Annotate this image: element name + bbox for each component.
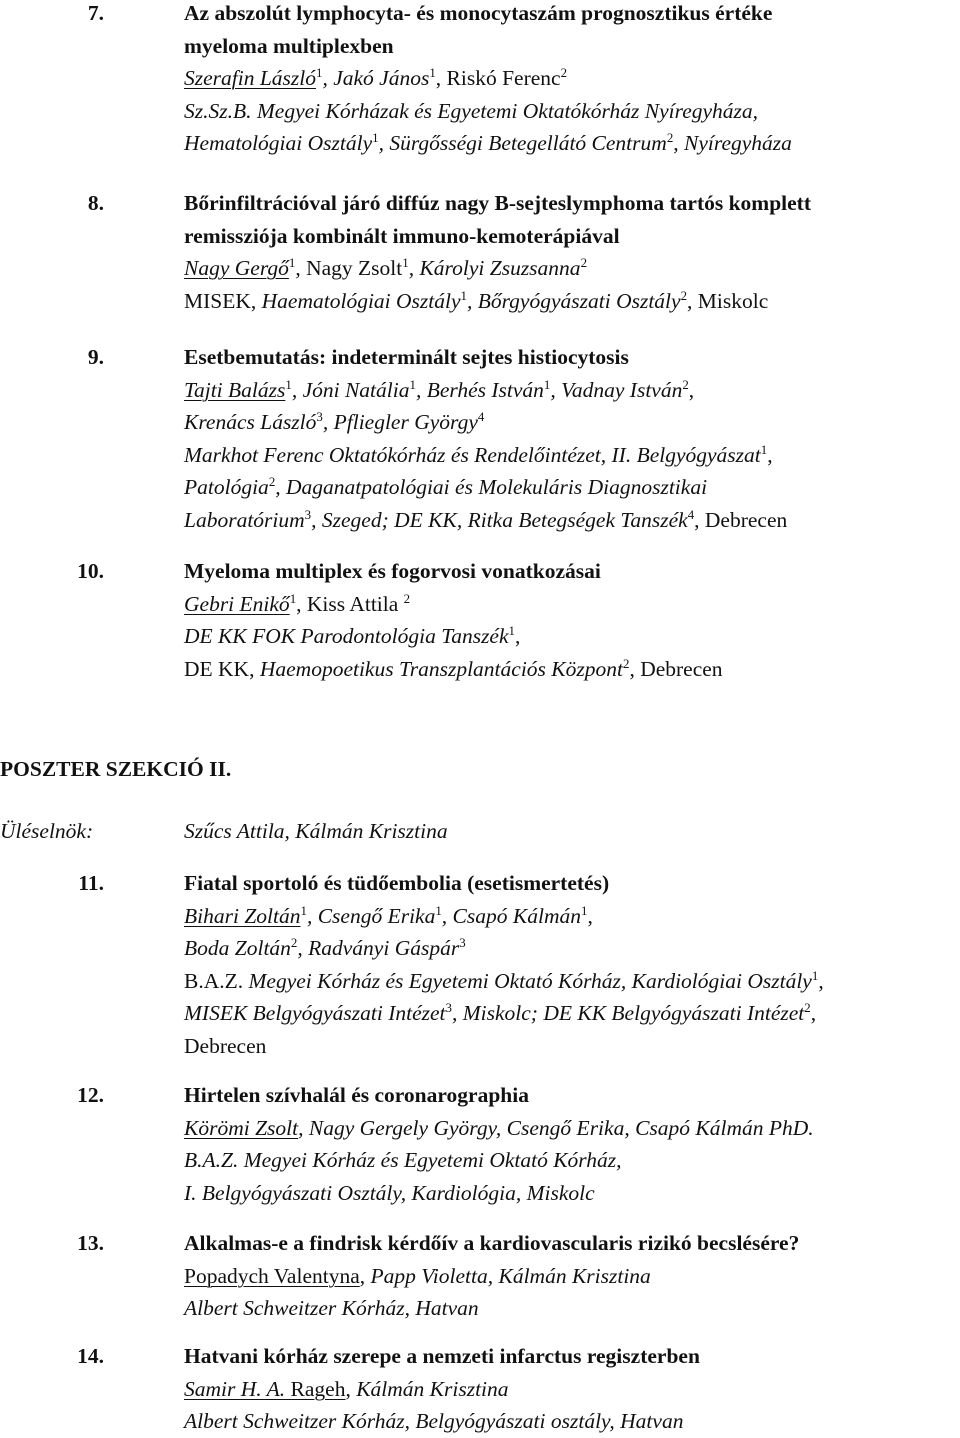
entry-text-line: [184, 653, 960, 686]
text-run: , Radványi Gáspár: [297, 936, 460, 960]
entry-text-line: [184, 620, 960, 653]
entry-text-line: [184, 127, 960, 160]
presenting-author: Nagy Gergő: [184, 256, 289, 280]
text-run: Patológia: [184, 475, 269, 499]
affiliation-superscript: 3: [316, 410, 323, 425]
text-run: , Riskó Ferenc: [435, 66, 561, 90]
entry-number: 9.: [87, 345, 104, 369]
text-run: B.A.Z.: [184, 968, 249, 993]
entry-text-line: [184, 1144, 960, 1177]
affiliation-superscript: 1: [289, 591, 297, 606]
affiliation-superscript: 1: [285, 377, 292, 392]
entry-text-line: [184, 1260, 960, 1293]
entry-title-line: [184, 341, 960, 374]
affiliation-superscript: 1: [409, 377, 416, 392]
entry-text-line: [184, 252, 960, 285]
entry-number: 10.: [77, 559, 104, 583]
text-run: MISEK Belgyógyászati Intézet: [184, 1001, 446, 1025]
affiliation-superscript: 1: [402, 256, 409, 271]
entry-title: Hatvani kórház szerepe a nemzeti infarctus regiszterben: [184, 1344, 700, 1368]
entry-title-line: [184, 867, 960, 900]
affiliation-superscript: 2: [804, 1001, 811, 1016]
text-run: , Kiss Attila: [296, 591, 404, 616]
section-title: POSZTER SZEKCIÓ II.: [0, 757, 232, 781]
affiliation-superscript: 3: [459, 936, 466, 951]
text-run: Haemopoetikus Transzplantációs Központ: [259, 656, 623, 681]
entry-body: [184, 867, 960, 1062]
text-run: , Jóni Natália: [291, 377, 410, 402]
text-run: , Vadnay István: [550, 377, 683, 402]
entry-title-line: [184, 220, 960, 253]
entry-body: [184, 555, 960, 685]
text-run: Albert Schweitzer Kórház, Belgyógyászati osztály, Hatvan: [184, 1409, 684, 1433]
presenting-author: Tajti Balázs: [184, 377, 286, 402]
text-run: , Daganatpatológiai és Molekuláris Diagnosztikai: [275, 475, 708, 499]
affiliation-superscript: 4: [687, 507, 695, 522]
entry-title-line: [184, 0, 960, 30]
text-run: Papp Violetta, Kálmán Krisztina: [370, 1263, 651, 1288]
entry-body: [184, 1079, 960, 1209]
entry-title-line: [184, 1340, 960, 1373]
affiliation-superscript: 2: [290, 936, 298, 951]
text-run: Markhot Ferenc Oktatókórház és Rendelőintézet, II. Belgyógyászat: [184, 442, 761, 467]
text-run: , Bőrgyógyászati Osztály: [466, 288, 681, 313]
text-run: , Berhés István: [415, 377, 544, 402]
affiliation-superscript: 3: [445, 1001, 452, 1016]
text-run: ,: [818, 968, 824, 993]
entry-text-line: [184, 997, 960, 1030]
entry-text-line: [184, 504, 960, 537]
entry-title-line: [184, 30, 960, 63]
text-run: , Csapó Kálmán: [441, 903, 581, 928]
entry-text-line: [184, 374, 960, 407]
entry-number: 8.: [87, 191, 104, 215]
entry-text-line: [184, 1177, 960, 1210]
text-run: Haematológiai Osztály: [261, 288, 461, 313]
affiliation-superscript: 1: [288, 256, 296, 271]
text-run: , Pfliegler György: [322, 410, 478, 434]
entry-text-line: [184, 1405, 960, 1438]
presenting-author: Körömi Zsolt: [184, 1115, 299, 1140]
entry-number: 13.: [77, 1231, 104, 1255]
entry-title: Az abszolút lymphocyta- és monocytaszám prognosztikus értéke: [184, 1, 773, 25]
text-run: ,: [688, 377, 695, 402]
text-run: Krenács László: [184, 410, 317, 434]
text-run: Kálmán Krisztina: [356, 1376, 509, 1401]
affiliation-superscript: 3: [304, 507, 312, 522]
text-run: , Jakó János: [322, 66, 430, 90]
entry-title: Fiatal sportoló és tüdőembolia (esetismertetés): [184, 871, 610, 895]
entry-text-line: [184, 285, 960, 318]
text-run: DE KK FOK Parodontológia Tanszék: [184, 624, 509, 648]
affiliation-superscript: 2: [622, 656, 630, 671]
entry-body: [184, 1340, 960, 1438]
text-run: ,: [810, 1001, 817, 1025]
entry-text-line: [184, 900, 960, 933]
text-run: Megyei Kórház és Egyetemi Oktató Kórház, Kardiológiai Osztály: [248, 968, 812, 993]
entry-text-line: [184, 1030, 960, 1063]
entry-body: [184, 341, 960, 536]
affiliation-superscript: 2: [268, 475, 276, 490]
text-run: Albert Schweitzer Kórház, Hatvan: [184, 1296, 479, 1320]
affiliation-superscript: 1: [460, 288, 467, 303]
entry-title: myeloma multiplexben: [184, 33, 394, 58]
entry-text-line: [184, 95, 960, 128]
entry-title-line: [184, 1227, 960, 1260]
affiliation-superscript: 2: [680, 288, 688, 303]
entry-number: 11.: [78, 871, 104, 895]
text-run: Boda Zoltán: [184, 936, 291, 960]
affiliation-superscript: 2: [580, 256, 588, 271]
chairs-names: Szűcs Attila, Kálmán Krisztina: [184, 819, 448, 843]
presenting-author: Gebri Enikő: [184, 591, 290, 616]
presenting-author: Popadych Valentyna: [184, 1263, 360, 1288]
entry-text-line: [184, 62, 960, 95]
presenting-author: Szerafin László: [184, 66, 317, 90]
affiliation-superscript: 1: [508, 624, 515, 639]
affiliation-superscript: 2: [560, 66, 568, 81]
entry-title-line: [184, 1079, 960, 1112]
text-run: DE KK,: [184, 656, 260, 681]
entry-title-line: [184, 555, 960, 588]
text-run: , Nagy Gergely György, Csengő Erika, Csapó Kálmán PhD.: [298, 1115, 814, 1140]
entry-title: Hirtelen szívhalál és coronarographia: [184, 1083, 529, 1107]
text-run: , Szeged; DE KK, Ritka Betegségek Tanszék: [311, 507, 688, 532]
text-run: , Debrecen: [629, 656, 723, 681]
entry-text-line: [184, 932, 960, 965]
presenting-author: Samir H. A.: [184, 1376, 291, 1401]
entry-title: Myeloma multiplex és fogorvosi vonatkozásai: [184, 559, 601, 583]
affiliation-superscript: 1: [580, 903, 588, 918]
entry-title: Alkalmas-e a findrisk kérdőív a kardiovascularis rizikó becslésére?: [184, 1231, 800, 1255]
entry-text-line: [184, 1373, 960, 1406]
chairs-label: Üléselnök:: [0, 819, 94, 843]
text-run: , Nagy Zsolt: [295, 256, 403, 280]
entry-text-line: [184, 1112, 960, 1145]
text-run: , Miskolc; DE KK Belgyógyászati Intézet: [451, 1001, 805, 1025]
affiliation-superscript: 1: [429, 66, 436, 81]
text-run: B.A.Z. Megyei Kórház és Egyetemi Oktató Kórház,: [184, 1148, 622, 1172]
text-run: ,: [514, 624, 521, 648]
text-run: ,: [767, 442, 773, 467]
affiliation-superscript: 2: [682, 377, 689, 392]
affiliation-superscript: 1: [372, 131, 379, 146]
presenting-author: Bihari Zoltán: [184, 903, 301, 928]
entry-number: 7.: [87, 1, 104, 25]
affiliation-superscript: 1: [811, 968, 819, 983]
entry-text-line: [184, 588, 960, 621]
affiliation-superscript: 2: [403, 591, 411, 606]
entry-body: [184, 0, 960, 160]
text-run: , Miskolc: [687, 288, 769, 313]
entry-text-line: [184, 406, 960, 439]
affiliation-superscript: 1: [543, 377, 551, 392]
text-run: MISEK,: [184, 288, 262, 313]
affiliation-superscript: 1: [300, 903, 307, 918]
entry-number: 12.: [77, 1083, 104, 1107]
text-run: Laboratórium: [184, 507, 305, 532]
text-run: , Károlyi Zsuzsanna: [408, 256, 581, 280]
text-run: Sz.Sz.B. Megyei Kórházak és Egyetemi Oktatókórház Nyíregyháza,: [184, 98, 759, 123]
entry-text-line: [184, 471, 960, 504]
text-run: , Debrecen: [694, 507, 788, 532]
entry-title: remissziója kombinált immuno-kemoterápiával: [184, 223, 620, 248]
affiliation-superscript: 1: [760, 442, 768, 457]
text-run: , Nyíregyháza: [673, 131, 792, 155]
entry-body: [184, 187, 960, 317]
affiliation-superscript: 2: [666, 131, 674, 146]
entry-title: Esetbemutatás: indeterminált sejtes histiocytosis: [184, 345, 629, 369]
affiliation-superscript: 1: [435, 903, 442, 918]
entry-title-line: [184, 187, 960, 220]
text-run: ,: [359, 1263, 371, 1288]
affiliation-superscript: 4: [477, 410, 485, 425]
entry-number: 14.: [77, 1344, 104, 1368]
entry-title: Bőrinfiltrációval járó diffúz nagy B-sejteslymphoma tartós komplett: [184, 191, 812, 215]
affiliation-superscript: 1: [316, 66, 323, 81]
text-run: I. Belgyógyászati Osztály, Kardiológia, Miskolc: [184, 1180, 595, 1205]
entry-text-line: [184, 439, 960, 472]
entry-body: [184, 1227, 960, 1325]
text-run: ,: [345, 1376, 357, 1401]
entry-text-line: [184, 965, 960, 998]
text-run: , Sürgősségi Betegellátó Centrum: [378, 131, 667, 155]
entry-text-line: [184, 1292, 960, 1325]
text-run: Hematológiai Osztály: [184, 131, 373, 155]
presenting-author: Rageh: [290, 1376, 346, 1401]
text-run: Debrecen: [184, 1033, 267, 1058]
text-run: ,: [587, 903, 593, 928]
text-run: , Csengő Erika: [306, 903, 436, 928]
